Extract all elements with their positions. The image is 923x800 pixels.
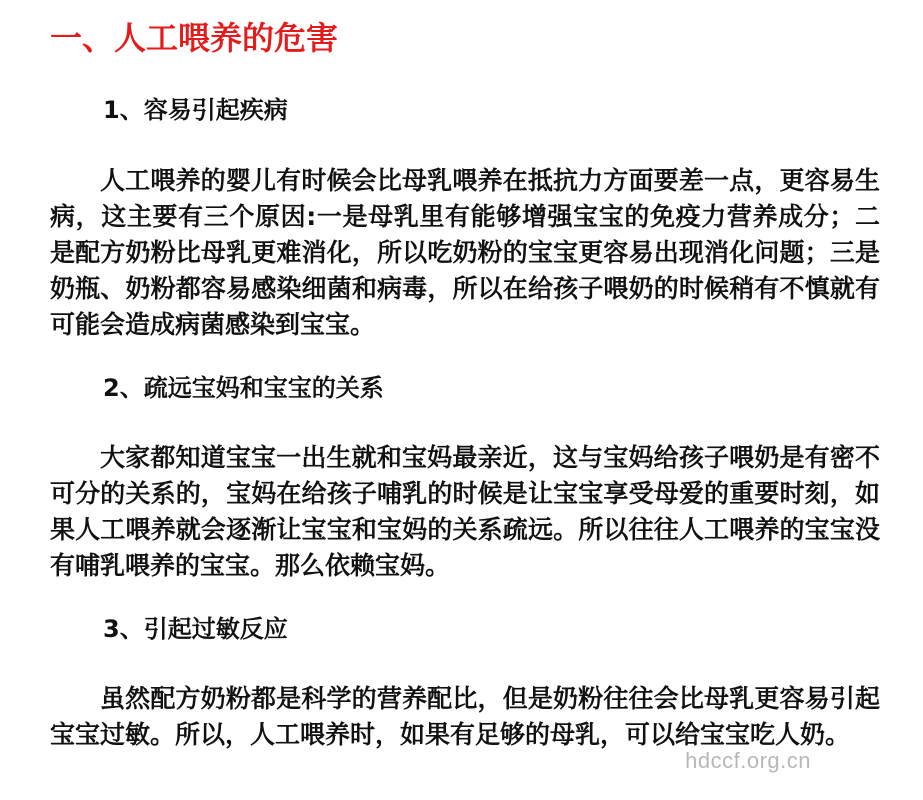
section-heading-3: 3、引起过敏反应	[103, 615, 288, 643]
section-paragraph-1: 人工喂养的婴儿有时候会比母乳喂养在抵抗力方面要差一点，更容易生病，这主要有三个原因:一是母乳里有能够增强宝宝的免疫力营养成分；二是配方奶粉比母乳更难消化，所以吃奶粉的宝宝更容易出现消化问题；三是奶瓶、奶粉都容易感染细菌和病毒，所以在给孩子喂奶的时候稍有不慎就有可能会造成病菌感染到宝宝。	[50, 166, 880, 339]
site-watermark: hdccf.org.cn	[685, 748, 811, 773]
section-paragraph-2: 大家都知道宝宝一出生就和宝妈最亲近，这与宝妈给孩子喂奶是有密不可分的关系的，宝妈在给孩子哺乳的时候是让宝宝享受母爱的重要时刻，如果人工喂养就会逐渐让宝宝和宝妈的关系疏远。所以往往人工喂养的宝宝没有哺乳喂养的宝宝。那么依赖宝妈。	[50, 443, 880, 580]
page-title: 一、人工喂养的危害	[50, 19, 339, 57]
section-heading-1: 1、容易引起疾病	[103, 96, 288, 124]
section-heading-2: 2、疏远宝妈和宝宝的关系	[103, 374, 384, 402]
section-paragraph-3: 虽然配方奶粉都是科学的营养配比，但是奶粉往往会比母乳更容易引起宝宝过敏。所以，人工喂养时，如果有足够的母乳，可以给宝宝吃人奶。	[50, 684, 880, 749]
